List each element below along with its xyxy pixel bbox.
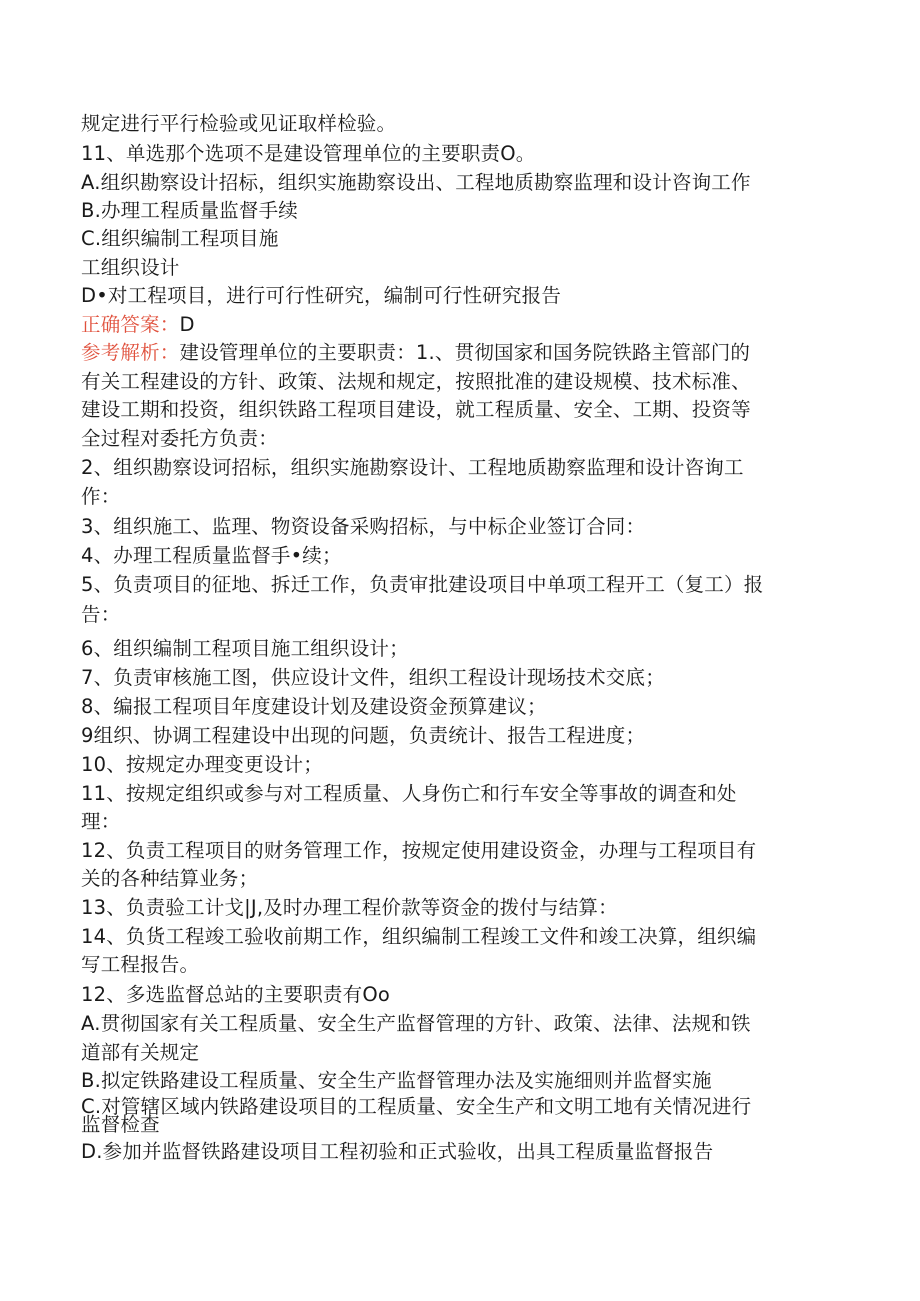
analysis-line: 2、组织勘察设诃招标，组织实施勘察设计、工程地质勘察监理和设计咨询工 (81, 456, 744, 479)
analysis-label: 参考解析： (81, 341, 180, 364)
analysis-line: 建设工期和投资，组织铁路工程项目建设，就工程质量、安全、工期、投资等 (81, 398, 751, 421)
analysis-first-line (81, 341, 750, 365)
analysis-line: 关的各种结算业务； (81, 867, 259, 890)
analysis-line: 13、负责验工计戈|J,及时办理工程价款等资金的拨付与结算： (81, 896, 618, 919)
analysis-line: 14、负货工程竣工验收前期工作，组织编制工程竣工文件和竣工决算，组织编 (81, 925, 757, 948)
q12-option-a-continued: 道部有关规定 (81, 1041, 200, 1064)
option-a: A.组织勘察设计招标，组织实施勘察设出、工程地质勘察监理和设计咨询工作 (81, 171, 751, 194)
analysis-line: 7、负责审核施工图，供应设计文件，组织工程设计现场技术交底； (81, 666, 665, 689)
analysis-line: 10、按规定办理变更设计； (81, 753, 323, 776)
analysis-line: 5、负责项目的征地、拆迁工作，负责审批建设项目中单项工程开工（复工）报 (81, 573, 764, 596)
analysis-line: 11、按规定组织或参与对工程质量、人身伤亡和行车安全等事故的调查和处 (81, 782, 737, 805)
correct-answer (81, 313, 195, 337)
q12-option-c: C.对管辖区域内铁路建设项目的工程质量、安全生产和文明工地有关情况进行 (81, 1095, 752, 1118)
analysis-line: 作： (81, 485, 121, 508)
analysis-line: 9组织、协调工程建设中出现的问题，负责统计、报告工程进度； (81, 724, 646, 747)
option-c: C.组织编制工程项目施 (81, 227, 279, 250)
analysis-text: 建设管理单位的主要职责：1.、贯彻国家和国务院铁路主管部门的 (179, 341, 751, 364)
option-b: B.办理工程质量监督手续 (81, 199, 298, 222)
analysis-line: 写工程报告。 (81, 953, 200, 976)
option-c-continued: 工组织设计 (81, 256, 180, 279)
text-line: 规定进行平行检验或见证取样检验。 (81, 112, 397, 135)
analysis-line: 3、组织施工、监理、物资设备采购招标，与中标企业签订合同： (81, 515, 646, 538)
q12-option-d: D.参加并监督铁路建设项目工程初验和正式验收，出具工程质量监督报告 (81, 1140, 714, 1163)
analysis-line: 有关工程建设的方针、政策、法规和规定，按照批准的建设规模、技术标准、 (81, 370, 751, 393)
answer-label: 正确答案： (81, 313, 180, 336)
analysis-line: 理： (81, 810, 121, 833)
q12-option-c-continued: 监督检查 (81, 1113, 160, 1136)
analysis-line: 全过程对委托方负责： (81, 427, 279, 450)
question-11-stem: 11、单选那个选项不是建设管理单位的主要职责O。 (81, 142, 536, 165)
analysis-line: 12、负责工程项目的财务管理工作，按规定使用建设资金，办理与工程项目有 (81, 839, 757, 862)
question-12-stem: 12、多选监督总站的主要职责有Oo (81, 983, 390, 1006)
option-d: D•对工程项目，进行可行性研究，编制可行性研究报告 (81, 284, 562, 307)
q12-option-b: B.拟定铁路建设工程质量、安全生产监督管理办法及实施细则并监督实施 (81, 1069, 712, 1092)
analysis-line: 6、组织编制工程项目施工组织设计； (81, 637, 409, 660)
analysis-line: 4、办理工程质量监督手•续； (81, 544, 342, 567)
analysis-line: 告： (81, 603, 121, 626)
answer-value: D (179, 313, 195, 336)
q12-option-a: A.贯彻国家有关工程质量、安全生产监督管理的方针、政策、法律、法规和铁 (81, 1012, 751, 1035)
analysis-line: 8、编报工程项目年度建设计划及建设资金预算建议； (81, 695, 547, 718)
